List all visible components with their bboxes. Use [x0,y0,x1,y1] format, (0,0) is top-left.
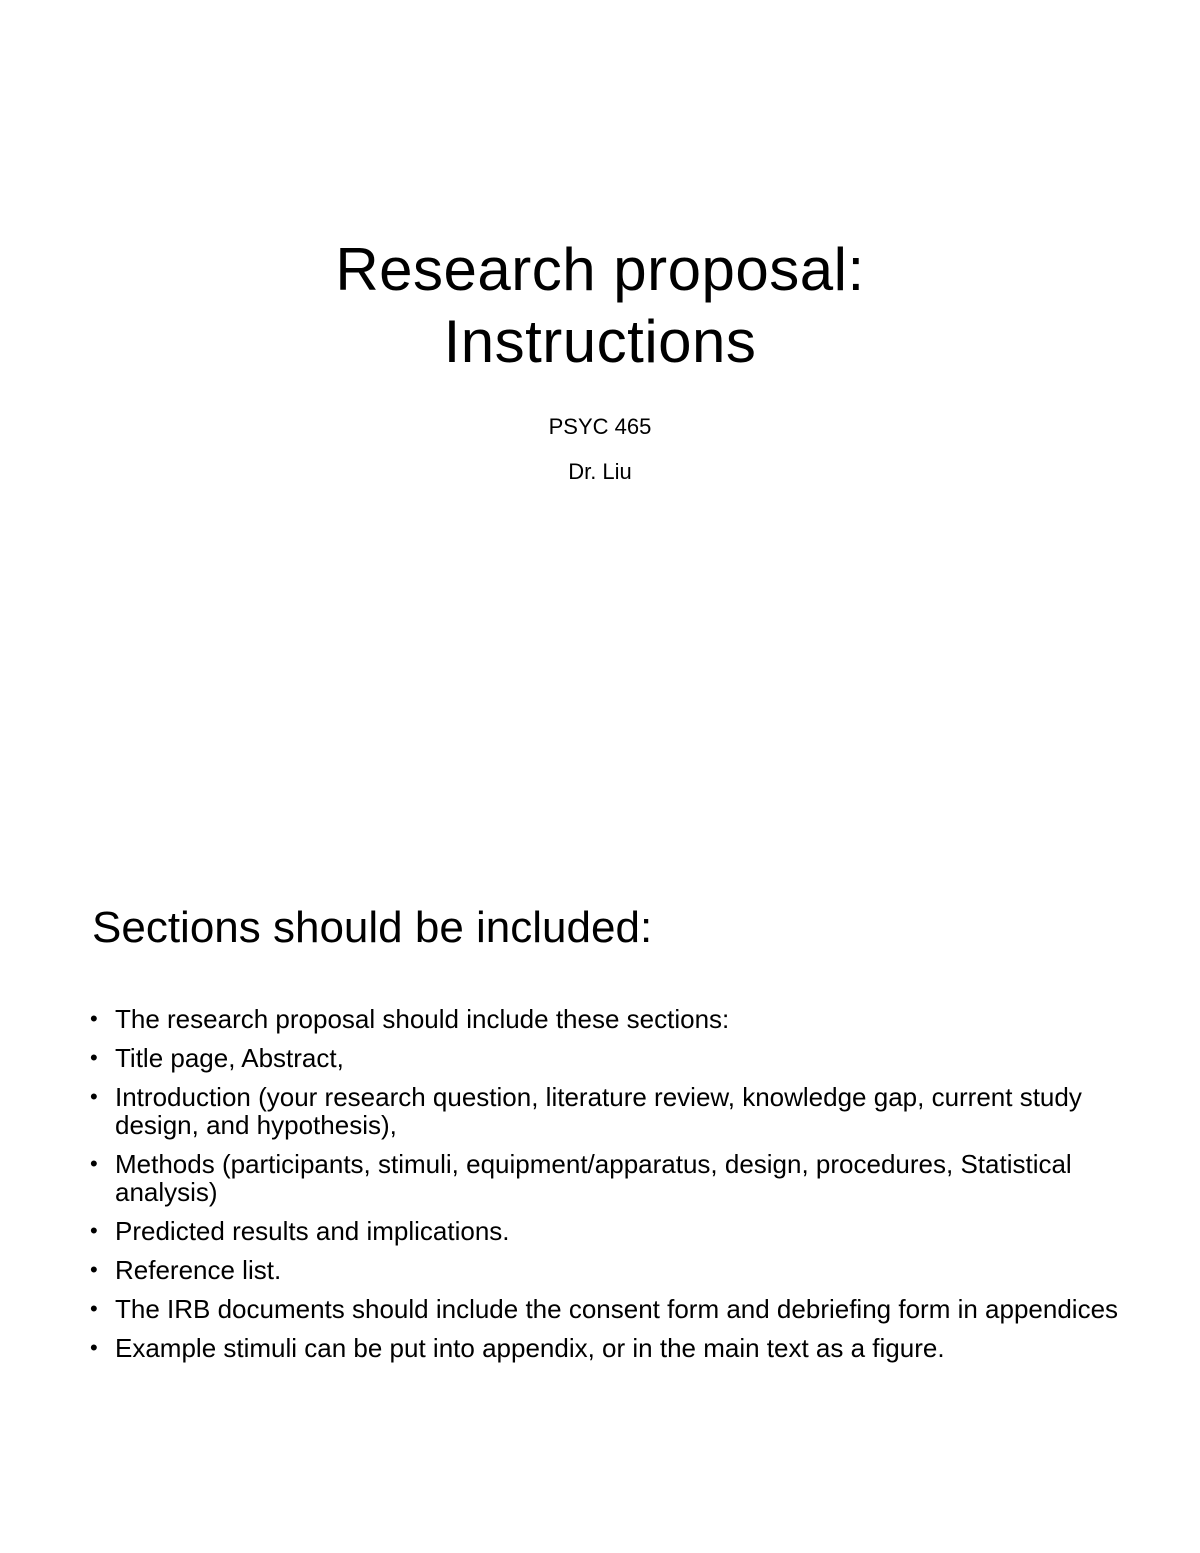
title-line-1: Research proposal: [335,236,865,303]
list-item-text: Example stimuli can be put into appendix, or in the main text as a figure. [115,1333,945,1363]
list-item-text: Predicted results and implications. [115,1216,510,1246]
bullet-icon: • [90,1006,98,1031]
section-heading: Sections should be included: [92,903,653,952]
slide-title [0,234,1200,378]
list-item [88,1217,1128,1245]
sections-bullet-list [88,1005,1128,1373]
bullet-icon: • [90,1296,98,1321]
list-item [88,1334,1128,1362]
list-item [88,1005,1128,1033]
bullet-icon: • [90,1257,98,1282]
list-item-text: Title page, Abstract, [115,1043,344,1073]
course-code: PSYC 465 [548,414,652,439]
list-item [88,1256,1128,1284]
bullet-icon: • [90,1084,98,1109]
list-item [88,1150,1128,1206]
list-item [88,1044,1128,1072]
list-item-text: The research proposal should include these sections: [115,1004,730,1034]
bullet-icon: • [90,1218,98,1243]
list-item [88,1295,1128,1323]
bullet-icon: • [90,1335,98,1360]
list-item-text: The IRB documents should include the consent form and debriefing form in appendices [115,1294,1119,1324]
title-line-2: Instructions [443,308,757,375]
list-item-text: Introduction (your research question, literature review, knowledge gap, current study design, and hypothesis), [115,1082,1082,1140]
list-item-text: Methods (participants, stimuli, equipment/apparatus, design, procedures, Statistical analysis) [115,1149,1072,1207]
bullet-icon: • [90,1045,98,1070]
list-item [88,1083,1128,1139]
list-item-text: Reference list. [115,1255,282,1285]
bullet-icon: • [90,1151,98,1176]
instructor-name: Dr. Liu [568,459,632,484]
